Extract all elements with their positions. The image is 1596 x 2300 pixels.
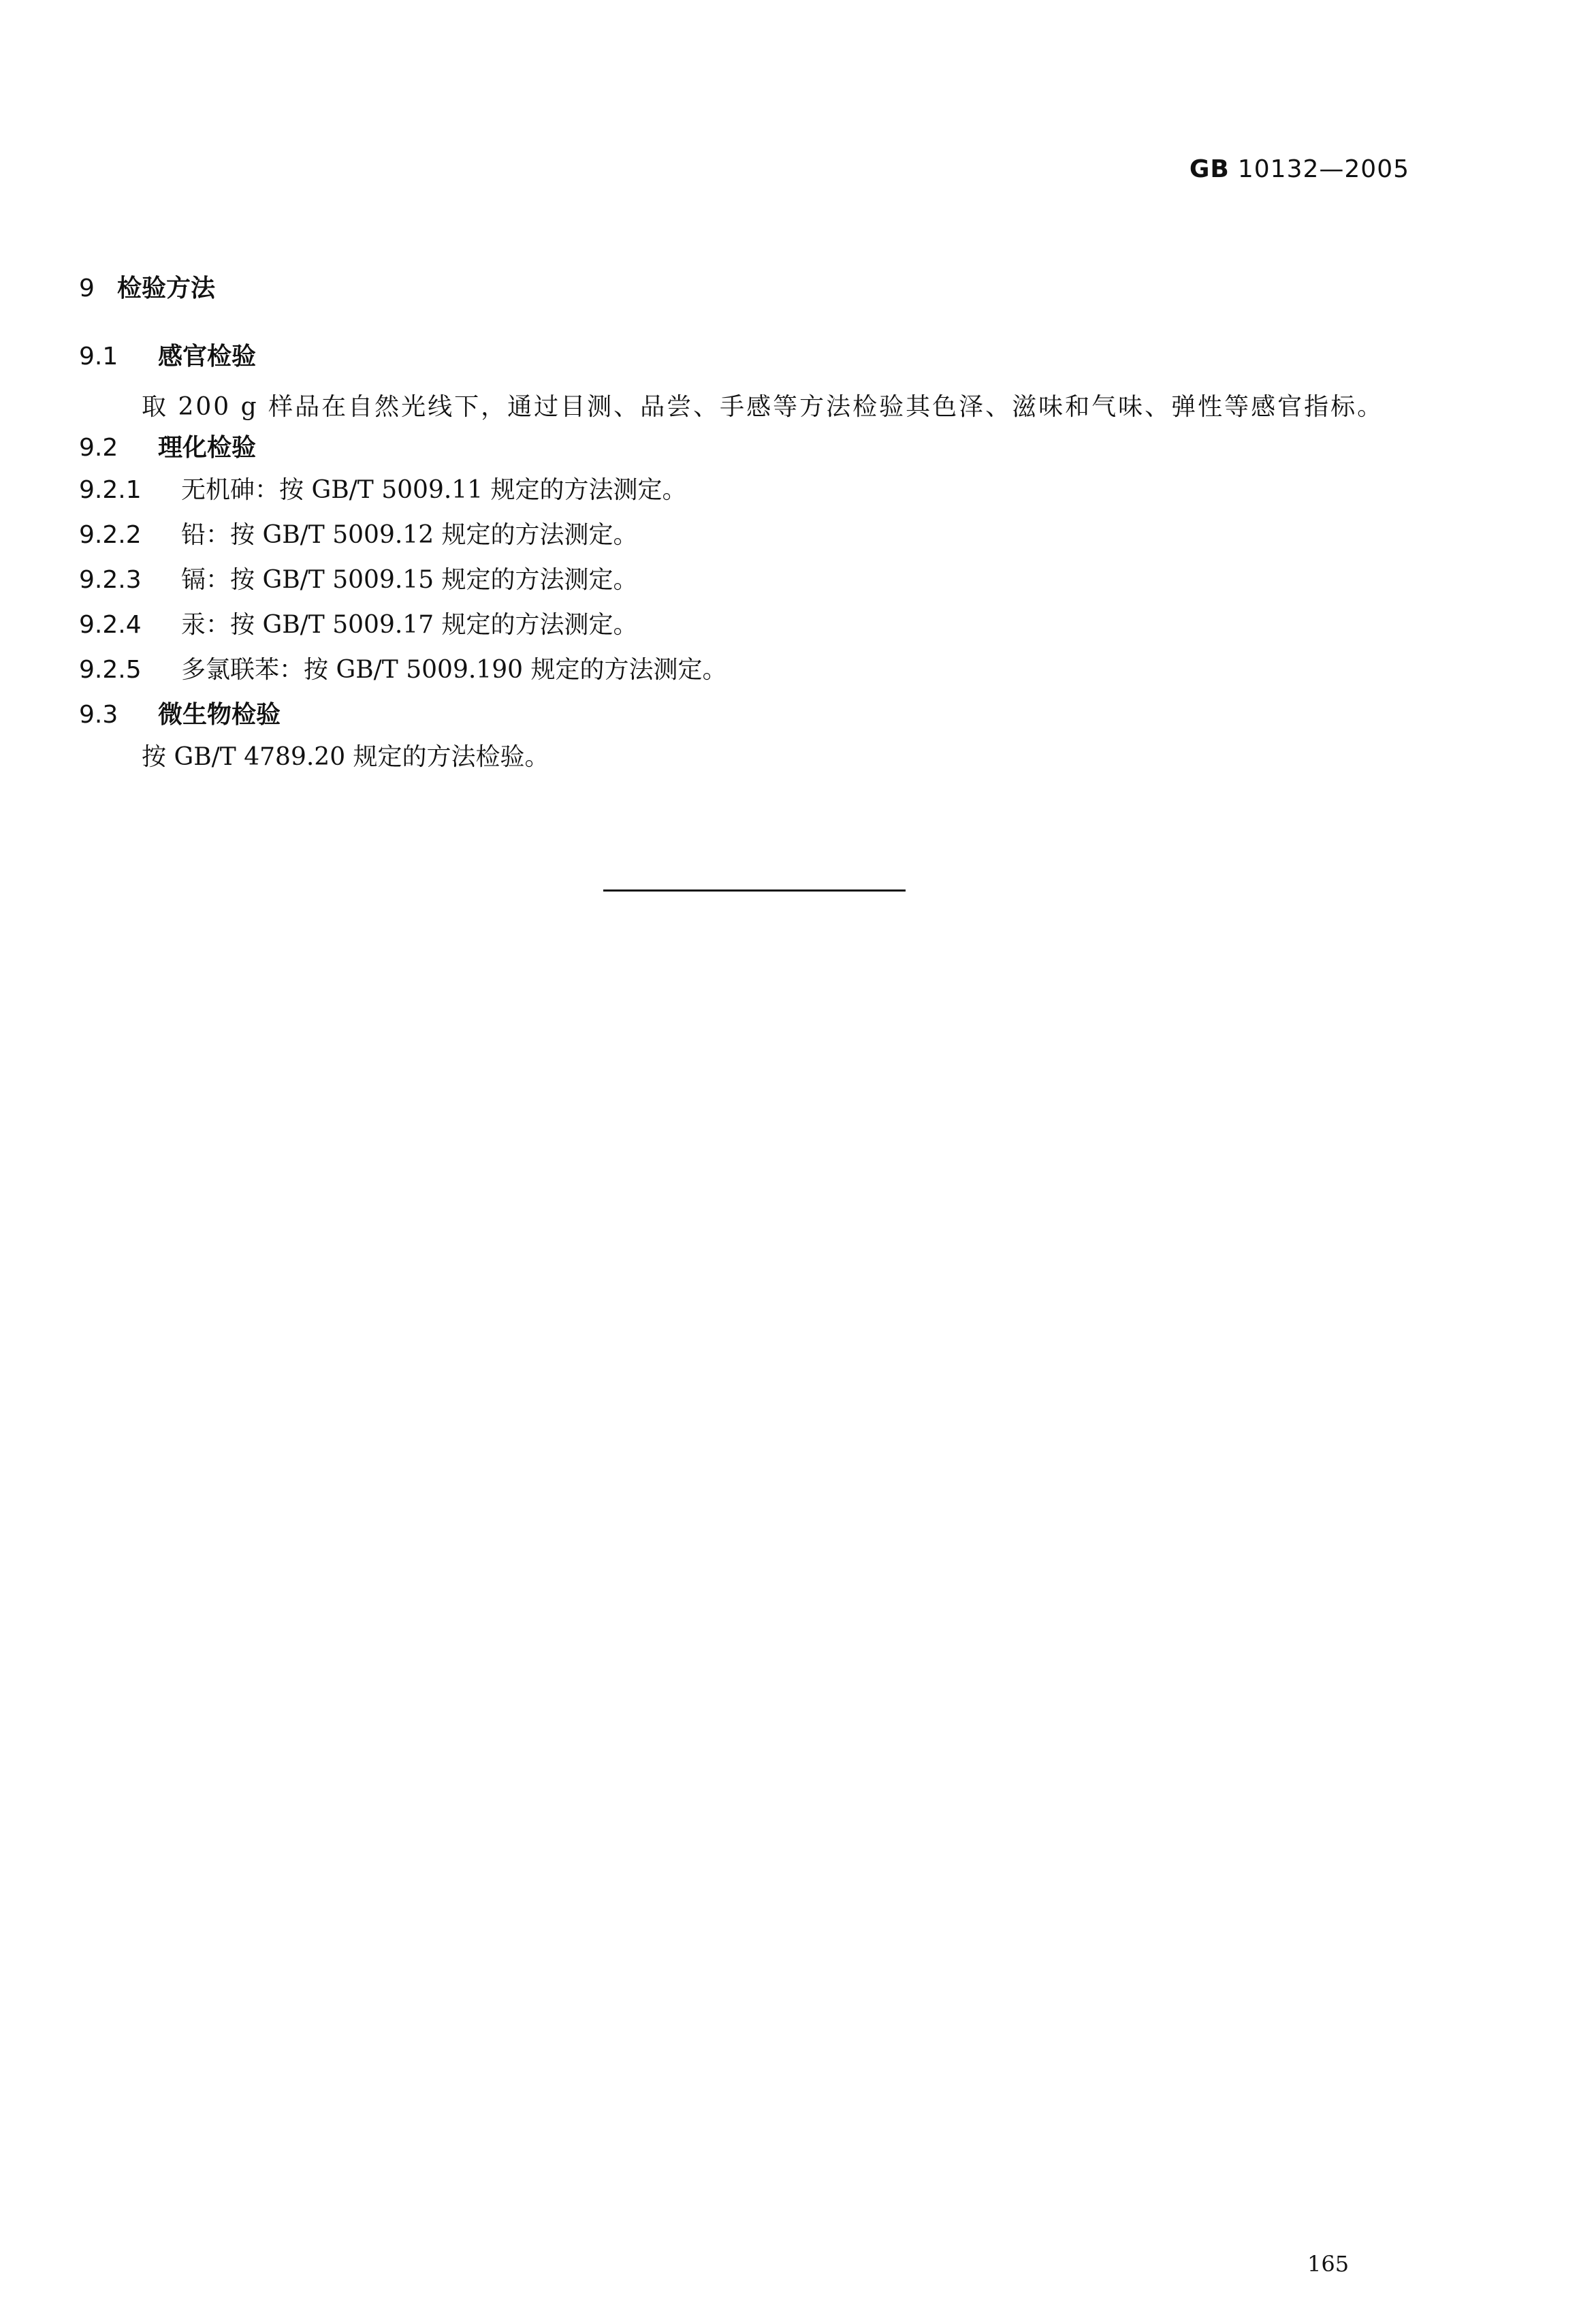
- clause-pcbs: [79, 657, 1407, 684]
- subsection-title: 理化检验: [158, 434, 257, 462]
- section-title: 检验方法: [117, 274, 216, 302]
- clause-lead: [79, 522, 1407, 549]
- sensory-paragraph: 取 200 g 样品在自然光线下，通过目测、品尝、手感等方法检验其色泽、滋味和气味、弹性等感官指标。: [142, 393, 1384, 421]
- subsection-heading-physchem: [79, 435, 1407, 462]
- subsection-number: 9.2: [79, 434, 118, 462]
- clause-cadmium: [79, 567, 1407, 594]
- subsection-number: 9.1: [79, 343, 118, 371]
- standard-number: 10132—2005: [1237, 155, 1409, 183]
- subsection-title: 感官检验: [158, 343, 257, 371]
- clause-text: 汞：按 GB/T 5009.17 规定的方法测定。: [181, 611, 638, 639]
- standard-code-header: [1190, 155, 1409, 183]
- section-heading: [79, 275, 1407, 302]
- subsection-heading-micro: [79, 702, 1407, 729]
- clause-text: 镉：按 GB/T 5009.15 规定的方法测定。: [181, 566, 638, 594]
- clause-text: 铅：按 GB/T 5009.12 规定的方法测定。: [181, 521, 638, 549]
- clause-text: 多氯联苯：按 GB/T 5009.190 规定的方法测定。: [181, 656, 727, 684]
- clause-number: 9.2.5: [79, 656, 142, 684]
- clause-number: 9.2.3: [79, 566, 142, 594]
- section-number: 9: [79, 274, 95, 302]
- clause-number: 9.2.1: [79, 476, 142, 504]
- clause-text: 无机砷：按 GB/T 5009.11 规定的方法测定。: [181, 476, 687, 504]
- page-number: 165: [1307, 2251, 1350, 2277]
- clause-number: 9.2.4: [79, 611, 142, 639]
- subsection-title: 微生物检验: [158, 701, 281, 729]
- micro-paragraph: 按 GB/T 4789.20 规定的方法检验。: [142, 743, 549, 771]
- clause-inorganic-arsenic: [79, 477, 1407, 504]
- document-body: [79, 275, 1407, 771]
- standard-prefix: GB: [1189, 155, 1230, 183]
- clause-number: 9.2.2: [79, 521, 142, 549]
- clause-mercury: [79, 612, 1407, 639]
- end-of-document-rule: [603, 889, 906, 892]
- subsection-number: 9.3: [79, 701, 118, 729]
- subsection-heading-sensory: [79, 343, 1407, 371]
